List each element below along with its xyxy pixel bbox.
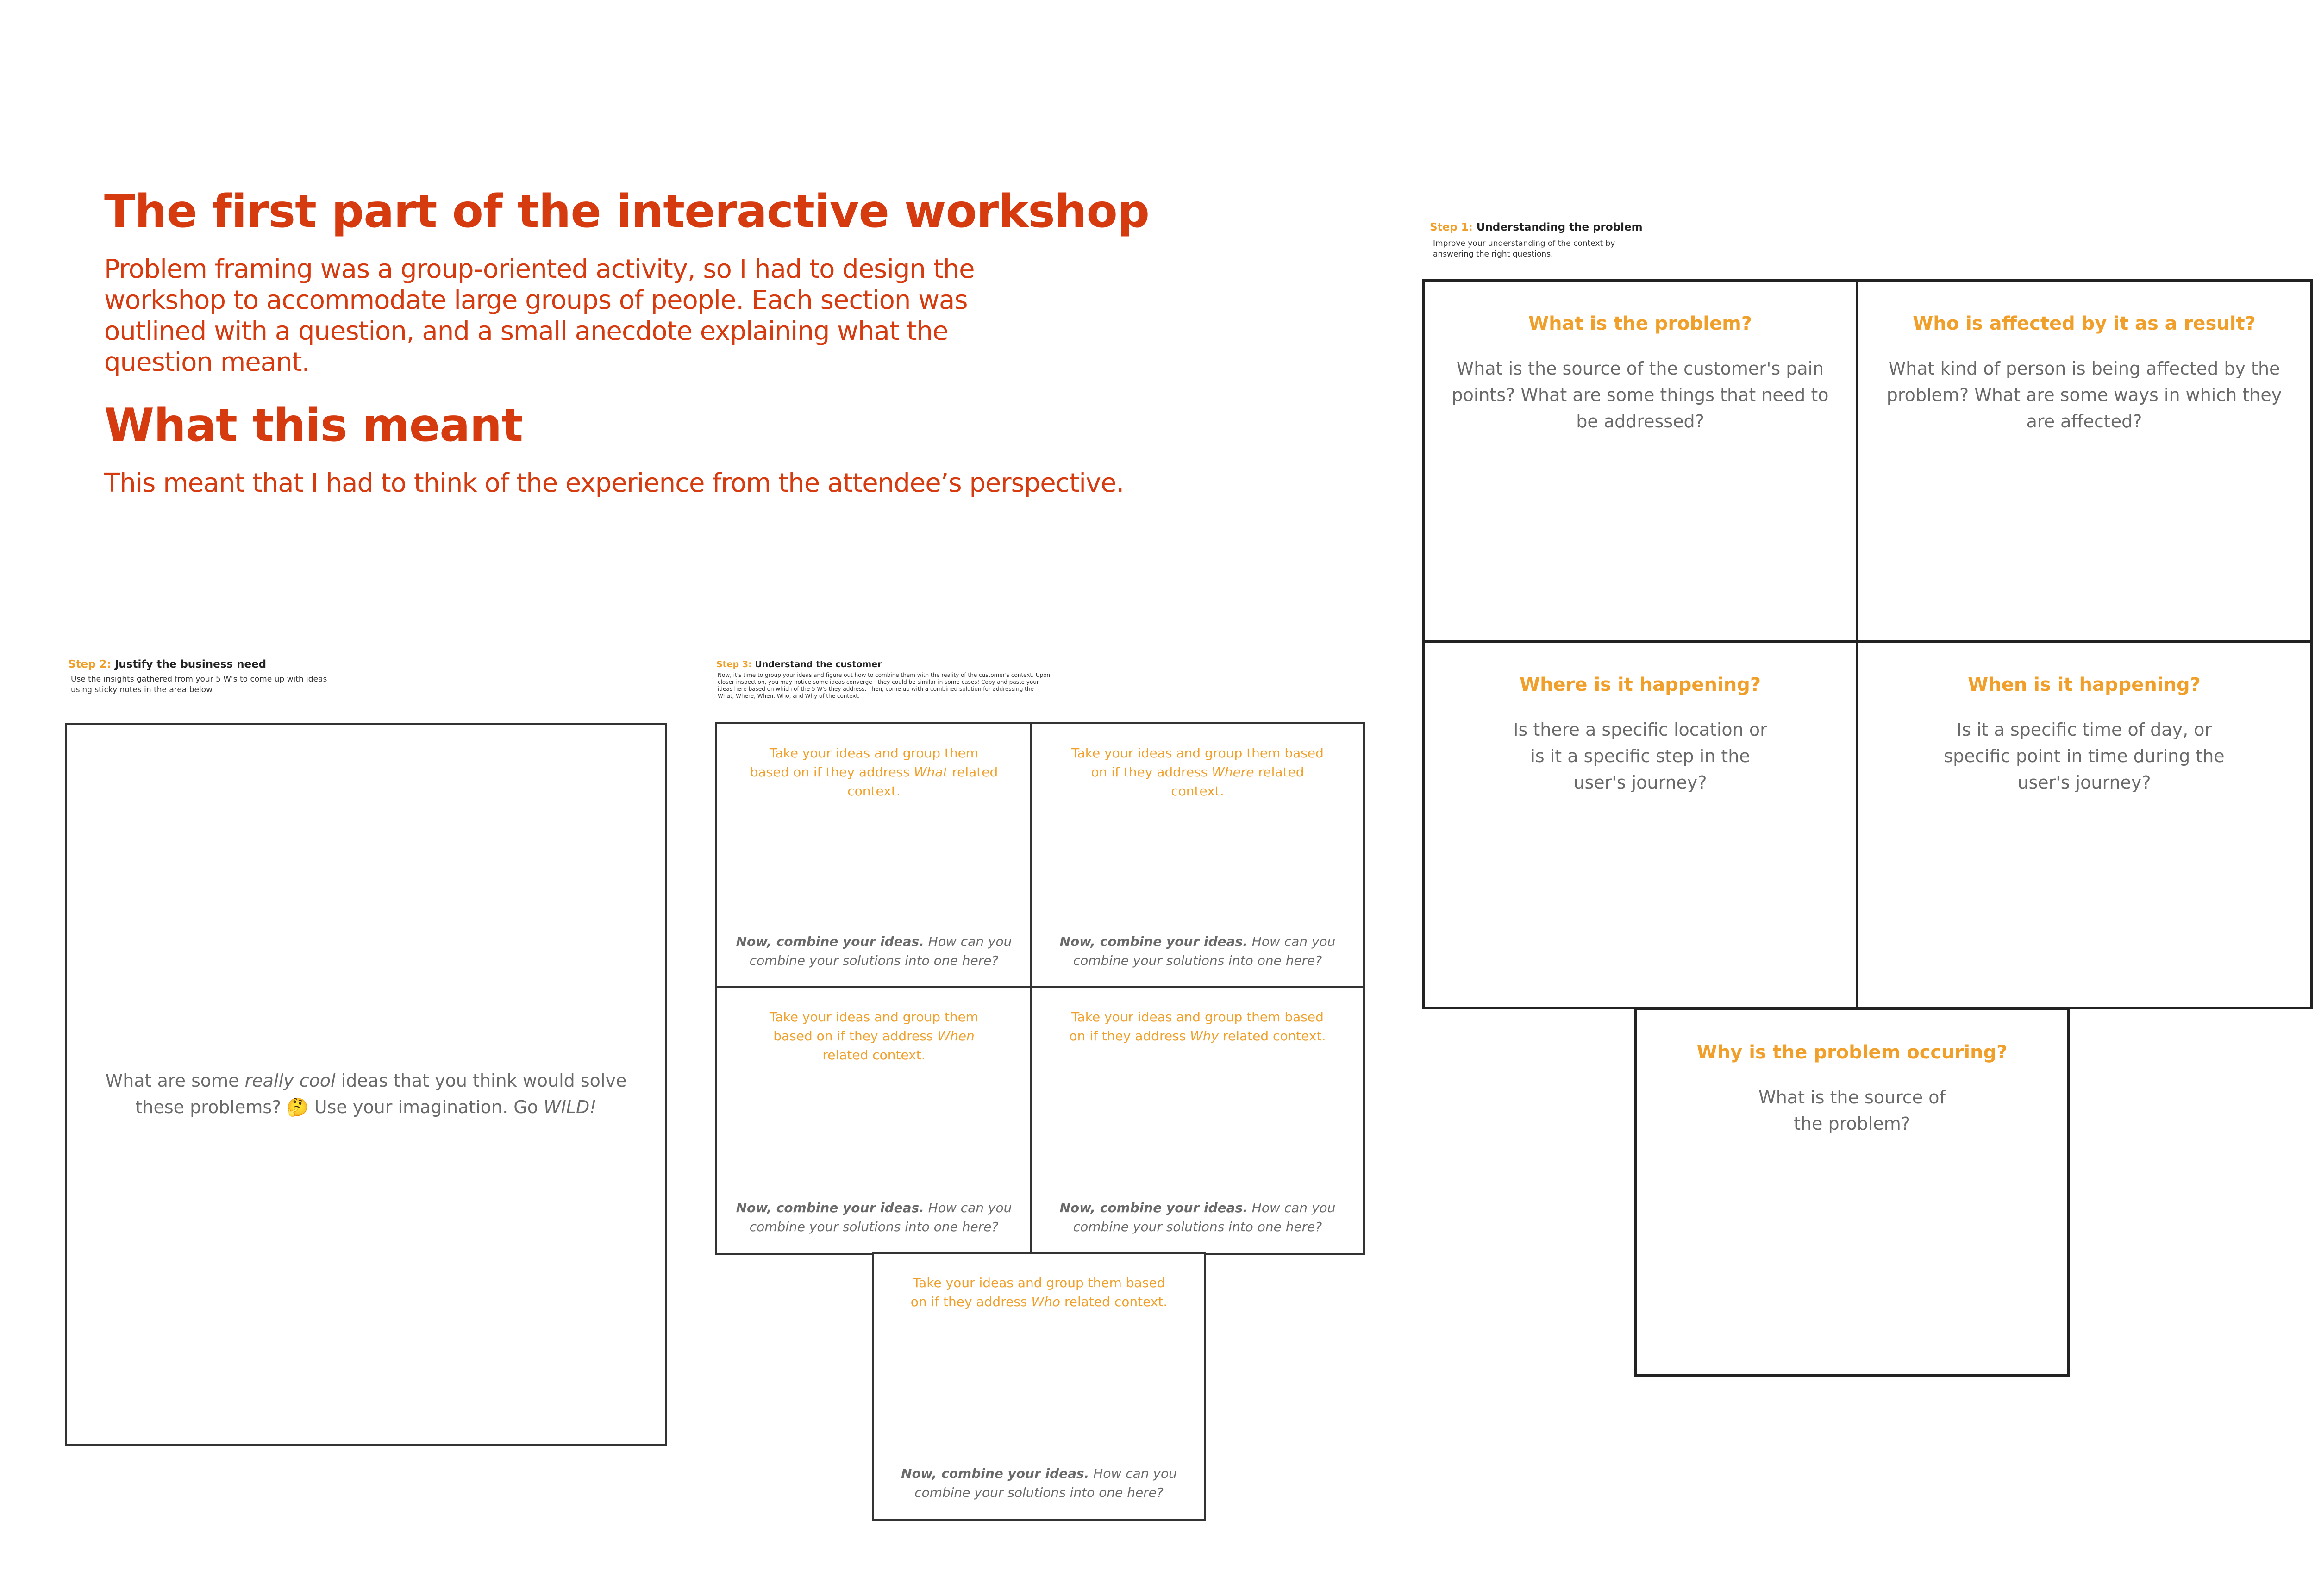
- step2-ideas-board[interactable]: [65, 723, 667, 1446]
- step1-description: Improve your understanding of the context by answering the right questions.: [1433, 239, 1615, 259]
- card-description: What is the source of the problem?: [1758, 1087, 1946, 1134]
- step2-label: Step 2: Justify the business need: [68, 658, 267, 670]
- card-question: Who is affected by it as a result?: [1913, 313, 2256, 334]
- step3-card-who[interactable]: [872, 1252, 1206, 1521]
- step3-description: Now, it's time to group your ideas and figure out how to combine them with the reality of the customer's context. Upon closer inspection, you may notice some ideas converge - they could be similar in some cases! Copy and paste your ideas here based on which of the 5 W's they address. Then, come up with a combined solution for addressing the What, Where, When, Who, and Why of the context.: [718, 672, 1051, 699]
- card-question: What is the problem?: [1528, 313, 1752, 334]
- step3-combine-instruction: Now, combine your ideas. How can you combine your solutions into one here?: [1059, 1200, 1336, 1234]
- step3-group-instruction: Take your ideas and group them based on if they address Why related context.: [1069, 1009, 1326, 1044]
- step3-group-instruction: Take your ideas and group them based on if they address Where related context.: [1071, 745, 1324, 799]
- step2-description: Use the insights gathered from your 5 W's to come up with ideas using sticky notes in the area below.: [71, 675, 327, 695]
- step3-group-instruction: Take your ideas and group them based on if they address Who related context.: [910, 1275, 1168, 1309]
- step2-prompt: What are some really cool ideas that you think would solve these problems? 🤔 Use your imagination. Go WILD!: [105, 1070, 627, 1117]
- card-description: Is there a specific location or is it a specific step in the user's journey?: [1513, 720, 1767, 793]
- step3-combine-instruction: Now, combine your ideas. How can you combine your solutions into one here?: [1059, 934, 1336, 968]
- step3-label: Step 3: Understand the customer: [716, 659, 882, 670]
- step3-combine-instruction: Now, combine your ideas. How can you combine your solutions into one here?: [736, 934, 1012, 968]
- step3-group-instruction: Take your ideas and group them based on if they address What related context.: [750, 745, 998, 799]
- card-description: What is the source of the customer's pain points? What are some things that need to be addressed?: [1452, 358, 1829, 432]
- step3-group-instruction: Take your ideas and group them based on if they address When related context.: [769, 1009, 979, 1063]
- step3-card-where[interactable]: [1030, 722, 1365, 989]
- meaning-paragraph: This meant that I had to think of the experience from the attendee’s perspective.: [104, 468, 1124, 498]
- card-question: Why is the problem occuring?: [1696, 1042, 2008, 1063]
- card-description: What kind of person is being affected by the problem? What are some ways in which they are affected?: [1886, 358, 2282, 432]
- step1-card-who[interactable]: [1856, 279, 2313, 643]
- step3-card-what[interactable]: [715, 722, 1032, 989]
- step3-combine-instruction: Now, combine your ideas. How can you combine your solutions into one here?: [736, 1200, 1012, 1234]
- card-question: Where is it happening?: [1519, 674, 1761, 695]
- step3-card-when[interactable]: [715, 986, 1032, 1255]
- card-question: When is it happening?: [1968, 674, 2201, 695]
- card-description: Is it a specific time of day, or specific point in time during the user's journey?: [1944, 720, 2225, 793]
- section-heading-what-this-meant: What this meant: [104, 399, 523, 452]
- intro-paragraph: Problem framing was a group-oriented activity, so I had to design the workshop to accommodate large groups of people. Each section was outlined with a question, and a small anecdote explaining what the question meant.: [104, 254, 975, 377]
- step1-card-where[interactable]: [1422, 640, 1858, 1009]
- step1-card-when[interactable]: [1856, 640, 2313, 1009]
- section-heading-first-part: The first part of the interactive workshop: [104, 185, 1149, 238]
- step1-card-why[interactable]: [1634, 1008, 2070, 1377]
- step3-combine-instruction: Now, combine your ideas. How can you combine your solutions into one here?: [901, 1466, 1177, 1500]
- step1-label: Step 1: Understanding the problem: [1430, 221, 1643, 233]
- step3-card-why[interactable]: [1030, 986, 1365, 1255]
- step1-card-what[interactable]: [1422, 279, 1858, 643]
